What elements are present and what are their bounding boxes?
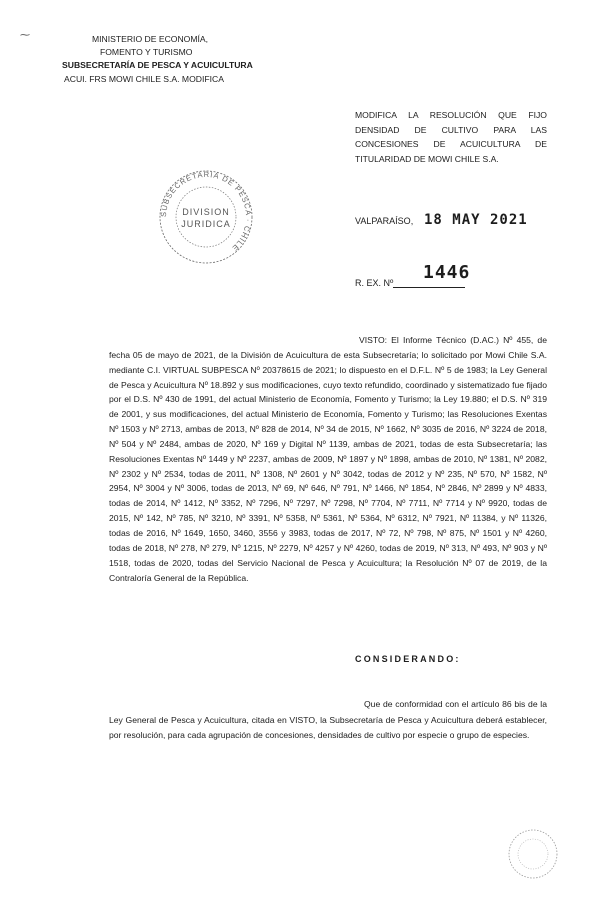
rex-underline	[393, 279, 465, 288]
resolution-label	[355, 278, 465, 288]
division-juridica-seal	[152, 167, 260, 267]
letterhead	[62, 33, 253, 86]
ministry-sub-line: FOMENTO Y TURISMO	[100, 47, 193, 58]
seal-ring-text: SUBSECRETARIA DE PESCA · CHILE	[158, 169, 254, 254]
date-stamp: 18 MAY 2021	[424, 212, 528, 228]
resolution-number: 1446	[423, 262, 471, 283]
ministry-line: MINISTERIO DE ECONOMÍA,	[92, 34, 209, 44]
seal-inner-line2: JURIDICA	[181, 219, 231, 229]
corner-mark: ⁓	[20, 30, 30, 41]
rex-label: R. EX. Nº	[355, 278, 394, 288]
subsecretaria-line: SUBSECRETARÍA DE PESCA Y ACUICULTURA	[62, 60, 253, 71]
visto-paragraph	[109, 333, 547, 585]
seal-inner-line1: DIVISION	[182, 207, 230, 217]
considerando-heading: CONSIDERANDO:	[355, 654, 461, 664]
subject-summary: MODIFICA LA RESOLUCIÓN QUE FIJO DENSIDAD DE CULTIVO PARA LAS CONCESIONES DE ACUICULTURA DE TITULARIDAD DE MOWI CHILE S.A.	[355, 110, 547, 164]
considerando-1-text: Que de conformidad con el artículo 86 bis de la Ley General de Pesca y Acuicultura, citada en VISTO, la Subsecretaría de Pesca y Acuicultura deberá establecer, por resolución, para cada agrupación de concesiones, densidades de cultivo por especie o grupo de especies.	[109, 699, 547, 741]
place-label: VALPARAÍSO,	[355, 216, 414, 226]
reference-line: ACUI. FRS MOWI CHILE S.A. MODIFICA	[64, 73, 224, 84]
corner-stamp	[505, 826, 561, 882]
considerando-paragraph-1	[109, 697, 547, 744]
visto-text: VISTO: El Informe Técnico (D.AC.) Nº 455, de fecha 05 de mayo de 2021, de la División de Acuicultura de esta Subsecretaría; lo solicitado por Mowi Chile S.A. mediante C.I. VIRTUAL SUBPESCA Nº 20378615 de 2021; lo dispuesto en el D.F.L. Nº 5 de 1983; la Ley General de Pesca y Acuicultura Nº 18.892 y sus modificaciones, cuyo texto refundido, coordinado y sistematizado fue fijado por el D.S. Nº 430 de 1991, del actual Ministerio de Economía, Fomento y Turismo; la Ley 19.880; el D.S. Nº 319 de 2001, y sus modificaciones, del actual Ministerio de Economía, Fomento y Turismo; las Resoluciones Exentas Nº 1503 y Nº 2713, ambas de 2013, Nº 828 de 2014, Nº 34 de 2015, Nº 1662, Nº 3035 de 2016, Nº 3224 de 2018, Nº 504 y Nº 2484, ambas de 2020, Nº 169 y Digital Nº 1139, ambas de 2021, todas de esta Subsecretaría; las Resoluciones Exentas Nº 1449 y Nº 2237, ambas de 2009, Nº 1897 y Nº 1898, ambas de 2010, Nº 1381, Nº 2082, Nº 2302 y Nº 2534, todas de 2011, Nº 1308, Nº 2601 y Nº 3042, todas de 2012 y Nº 235, Nº 570, Nº 1582, Nº 2954, Nº 3004 y Nº 3006, todas de 2013, Nº 69, Nº 646, Nº 791, Nº 1466, Nº 1854, Nº 2846, Nº 2899 y Nº 4833, todas de 2014, Nº 1412, Nº 3352, Nº 7296, Nº 7297, Nº 7298, Nº 7704, Nº 7711, Nº 7714 y Nº 9920, todas de 2015, Nº 142, Nº 785, Nº 3210, Nº 3391, Nº 5358, Nº 5361, Nº 5364, Nº 6312, Nº 7921, Nº 11384, y Nº 11326, todas de 2016, Nº 1649, 1650, 3460, 3556 y 3983, todas de 2017, Nº 72, Nº 798, Nº 875, Nº 1501 y Nº 4260, todas de 2018, Nº 278, Nº 279, Nº 1215, Nº 2279, Nº 4257 y Nº 4260, todas de 2019, Nº 313, Nº 493, Nº 903 y Nº 1518, todas de 2020, todas del Servicio Nacional de Pesca y Acuicultura; la Resolución Nº 07 de 2019, de la Contraloría General de la República.	[109, 335, 547, 583]
